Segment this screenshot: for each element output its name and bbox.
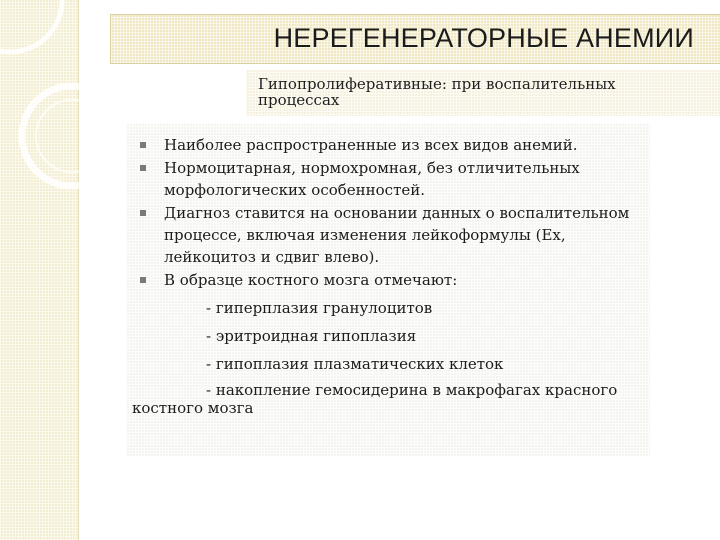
finding-line: - накопление гемосидерина в макрофагах красного [206,381,618,399]
bullet-square-icon [140,277,146,283]
subtitle-banner [246,70,720,116]
bullet-square-icon [140,210,146,216]
bullet-item [140,269,642,291]
bullet-item [140,202,642,268]
content-panel [126,124,650,456]
bullet-text: Диагноз ставится на основании данных о воспалительном процессе, включая изменения лейкоформулы (Ех, лейкоцитоз и сдвиг влево). [164,204,630,266]
bullet-text: Нормоцитарная, нормохромная, без отличительных морфологических особенностей. [164,159,580,199]
finding-line-continuation: костного мозга [132,399,254,417]
bullet-text: В образце костного мозга отмечают: [164,271,458,289]
finding-line-wrapped [132,381,642,417]
decorative-circles [0,0,120,200]
bullet-item [140,157,642,201]
bullet-item [140,134,642,156]
slide-subtitle: Гипопролиферативные: при воспалительных процессах [258,75,616,109]
finding-line: - гиперплазия гранулоцитов [206,299,433,317]
bullet-list [140,134,642,291]
finding-line: - гипоплазия плазматических клеток [206,355,504,373]
title-banner [110,14,720,64]
bullet-square-icon [140,165,146,171]
slide-title: НЕРЕГЕНЕРАТОРНЫЕ АНЕМИИ [273,23,694,53]
finding-line: - эритроидная гипоплазия [206,327,417,345]
bullet-square-icon [140,142,146,148]
bullet-text: Наиболее распространенные из всех видов анемий. [164,136,578,154]
